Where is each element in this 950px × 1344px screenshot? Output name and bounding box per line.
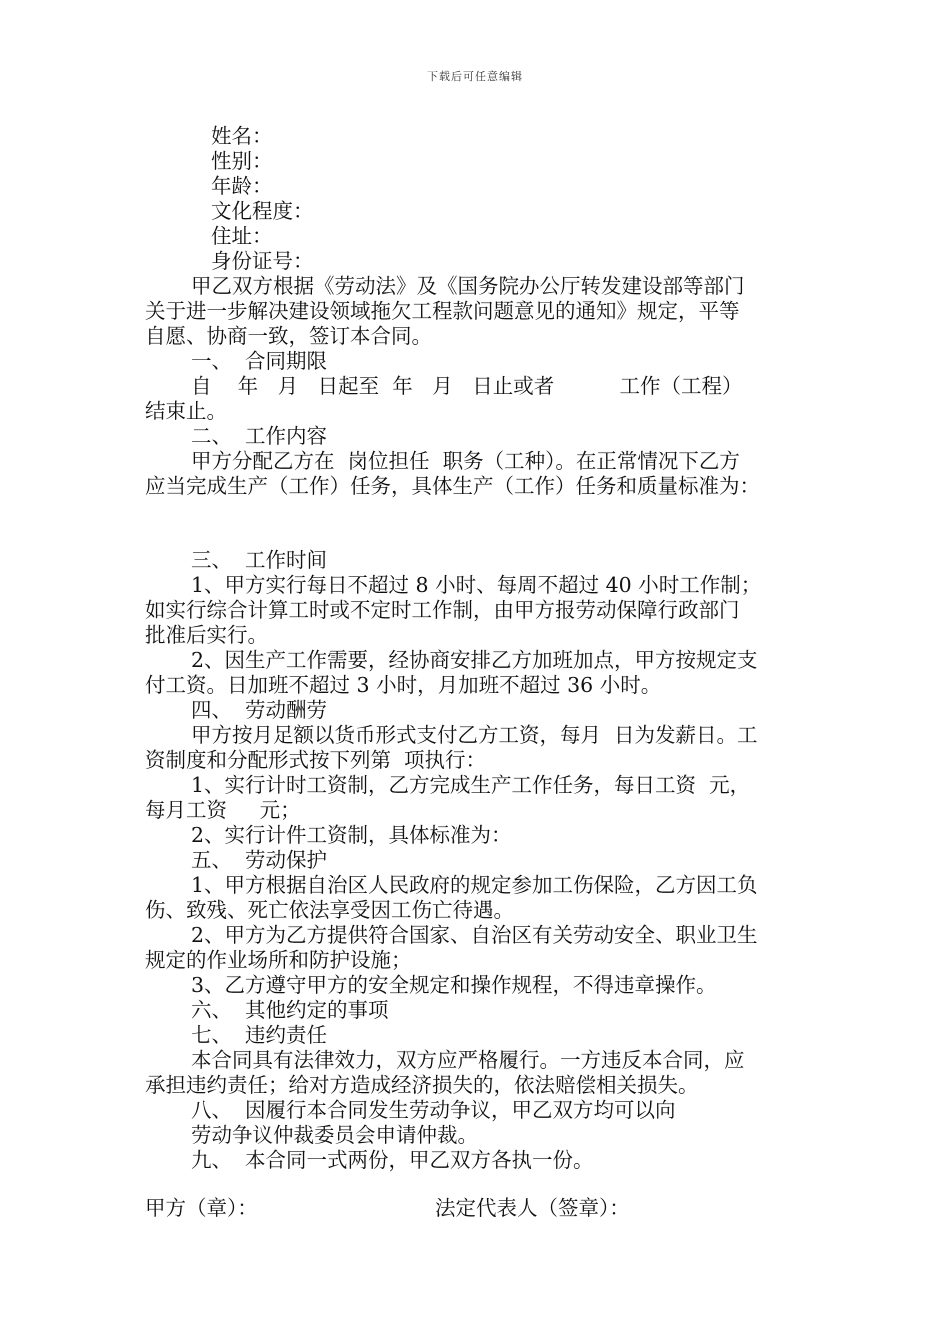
section-5-heading: 五、 劳动保护	[191, 848, 328, 872]
field-address: 住址：	[211, 224, 273, 248]
section-2-line-1: 甲方分配乙方在 岗位担任 职务（工种）。在正常情况下乙方	[191, 449, 740, 473]
section-5-p1-line-1: 1、甲方根据自治区人民政府的规定参加工伤保险，乙方因工负	[191, 873, 758, 897]
section-4-heading: 四、 劳动酬劳	[191, 698, 328, 722]
intro-line-3: 自愿、协商一致，签订本合同。	[145, 324, 432, 348]
section-1-heading: 一、 合同期限	[191, 349, 328, 373]
section-4-p2-line-1: 1、实行计时工资制，乙方完成生产工作任务，每日工资 元，	[191, 773, 751, 797]
intro-line-1: 甲乙双方根据《劳动法》及《国务院办公厅转发建设部等部门	[191, 274, 745, 298]
section-9-line-1: 九、 本合同一式两份，甲乙双方各执一份。	[191, 1148, 594, 1172]
blank-space	[145, 499, 815, 548]
section-3-p1-line-1: 1、甲方实行每日不超过 8 小时、每周不超过 40 小时工作制；	[191, 573, 762, 597]
section-3-heading: 三、 工作时间	[191, 548, 328, 572]
section-1-line-1: 自 年 月 日起至 年 月 日止或者 工作（工程）	[191, 374, 743, 398]
section-3-p2-line-2: 付工资。日加班不超过 3 小时，月加班不超过 36 小时。	[145, 673, 662, 697]
field-name: 姓名：	[211, 124, 273, 148]
section-2-line-2: 应当完成生产（工作）任务，具体生产（工作）任务和质量标准为：	[145, 474, 760, 498]
section-8-line-1: 八、 因履行本合同发生劳动争议，甲乙双方均可以向	[191, 1098, 676, 1122]
party-a-seal: 甲方（章）：	[145, 1196, 258, 1220]
section-4-p2-line-2: 每月工资 元；	[145, 798, 301, 822]
section-5-p3: 3、乙方遵守甲方的安全规定和操作规程，不得违章操作。	[191, 973, 717, 997]
section-3-p1-line-3: 批准后实行。	[145, 623, 268, 647]
section-8-line-2: 劳动争议仲裁委员会申请仲裁。	[191, 1123, 478, 1147]
contract-body	[145, 124, 815, 1173]
section-1-line-2: 结束止。	[145, 399, 227, 423]
section-7-heading: 七、 违约责任	[191, 1023, 328, 1047]
intro-line-2: 关于进一步解决建设领域拖欠工程款问题意见的通知》规定，平等	[145, 299, 740, 323]
section-4-p1-line-1: 甲方按月足额以货币形式支付乙方工资，每月 日为发薪日。工	[191, 723, 758, 747]
section-7-p1-line-1: 本合同具有法律效力，双方应严格履行。一方违反本合同，应	[191, 1048, 745, 1072]
field-age: 年龄：	[211, 174, 273, 198]
header-note: 下载后可任意编辑	[427, 70, 523, 83]
section-3-p2-line-1: 2、因生产工作需要，经协商安排乙方加班加点，甲方按规定支	[191, 648, 758, 672]
section-2-heading: 二、 工作内容	[191, 424, 328, 448]
section-4-p3: 2、实行计件工资制，具体标准为：	[191, 823, 512, 847]
section-5-p2-line-1: 2、甲方为乙方提供符合国家、自治区有关劳动安全、职业卫生	[191, 923, 758, 947]
section-6-heading: 六、 其他约定的事项	[191, 998, 389, 1022]
section-3-p1-line-2: 如实行综合计算工时或不定时工作制，由甲方报劳动保障行政部门	[145, 598, 740, 622]
field-education: 文化程度：	[211, 199, 314, 223]
legal-representative-signature: 法定代表人（签章）：	[435, 1196, 630, 1220]
section-4-p1-line-2: 资制度和分配形式按下列第 项执行：	[145, 748, 487, 772]
section-5-p1-line-2: 伤、致残、死亡依法享受因工伤亡待遇。	[145, 898, 514, 922]
section-7-p1-line-2: 承担违约责任；给对方造成经济损失的，依法赔偿相关损失。	[145, 1073, 699, 1097]
section-5-p2-line-2: 规定的作业场所和防护设施；	[145, 948, 412, 972]
field-gender: 性别：	[211, 149, 273, 173]
field-id-number: 身份证号：	[211, 249, 314, 273]
